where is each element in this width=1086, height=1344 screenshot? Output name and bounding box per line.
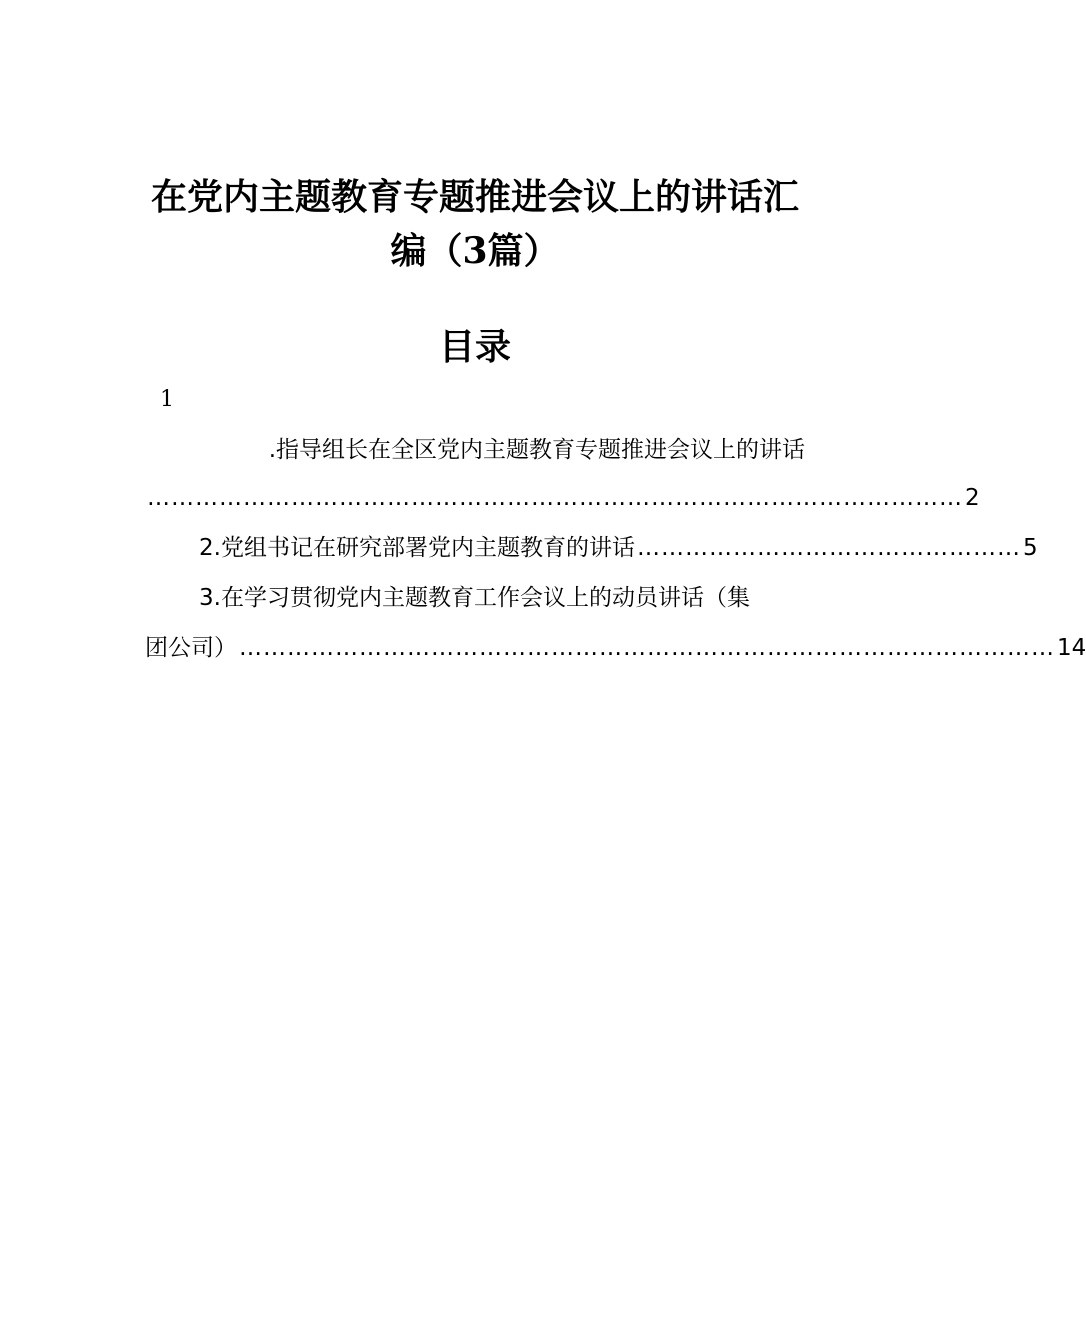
document-title-line-2: 编（3篇） (390, 230, 560, 272)
toc-entry-1-leader-line[interactable] (145, 478, 980, 518)
stray-number: 1 (160, 387, 174, 412)
toc-entry-2-text: 2.党组书记在研究部署党内主题教育的讲话 (199, 535, 635, 561)
document-title-line-1: 在党内主题教育专题推进会议上的讲话汇 (150, 176, 799, 218)
toc-entry-3-title[interactable] (145, 578, 805, 618)
toc-entry-3-leader-line[interactable] (145, 628, 1086, 668)
toc-heading: 目录 (438, 326, 511, 368)
toc-entry-2-leader: ………………………………………… (636, 535, 1021, 561)
toc-entry-2-page: 5 (1022, 535, 1038, 561)
toc-entry-1-title[interactable] (145, 430, 805, 470)
toc-entry-2[interactable] (145, 528, 1038, 568)
toc-entry-1-leader: ………………………………………………………………………………………… (147, 485, 963, 511)
toc-entry-3-text-line-2: 团公司） (145, 635, 237, 661)
toc-entry-3-page: 14 (1057, 635, 1086, 661)
toc-entry-3-leader: ………………………………………………………………………………………… (239, 635, 1055, 661)
toc-entry-1-page: 2 (965, 485, 980, 511)
toc-entry-3-text-line-1: 3.在学习贯彻党内主题教育工作会议上的动员讲话（集 (199, 585, 750, 611)
toc-entry-1-text: .指导组长在全区党内主题教育专题推进会议上的讲话 (268, 437, 805, 463)
